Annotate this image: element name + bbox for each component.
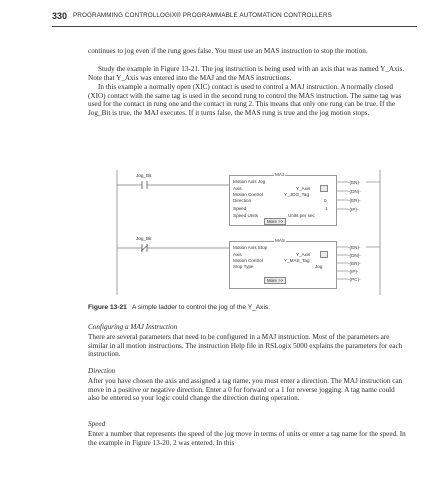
rung2-contact-tag: Jog_Bit xyxy=(136,236,152,241)
ladder-figure xyxy=(112,170,382,298)
mas-coil-er: -(ER)- xyxy=(348,260,361,266)
figure-label: Figure 13-21 xyxy=(88,304,127,311)
maj-speed-units-value: Units per sec xyxy=(288,213,315,218)
maj-axis-browse-button[interactable] xyxy=(320,185,328,192)
maj-motion-control-label: Motion Control xyxy=(233,191,263,197)
maj-coil-ip: -(IP)- xyxy=(348,206,359,212)
mas-coil-dn: -(DN)- xyxy=(348,252,361,258)
mas-axis-browse-button[interactable] xyxy=(320,251,328,258)
maj-speed-label: Speed xyxy=(233,206,247,211)
maj-speed-value: 1 xyxy=(325,206,328,211)
mas-subtitle: Motion Axis Stop xyxy=(233,245,268,250)
mas-coil-en: -(EN)- xyxy=(348,244,361,250)
mas-coil-ip: -(IP)- xyxy=(348,268,359,274)
maj-title: MAJ xyxy=(275,172,285,177)
page-number: 330 xyxy=(52,11,68,21)
section-heading-direction: Direction xyxy=(88,367,116,375)
maj-axis-label: Axis xyxy=(233,185,242,191)
maj-direction-value: 0 xyxy=(324,197,327,203)
mas-more-button[interactable]: More >> xyxy=(264,277,286,284)
maj-coil-en: -(EN)- xyxy=(348,179,361,185)
section-text-speed: Enter a number that represents the speed of the jog move in terms of units or enter a tag name for the speed. In the example in Figure 13-20, 2 was entered. In this xyxy=(88,430,406,447)
maj-motion-control-value: Y_JOG_Tag xyxy=(284,191,310,197)
rung1-contact-tag: Jog_Bit xyxy=(136,173,152,178)
page-header xyxy=(52,8,417,27)
mas-axis-label: Axis xyxy=(233,252,242,257)
running-title: PROGRAMMING CONTROLLOGIX® PROGRAMMABLE AUTOMATION CONTROLLERS xyxy=(73,12,332,19)
figure-caption xyxy=(88,304,270,311)
mas-coil-pc: -(PC)- xyxy=(348,276,361,282)
section-text-direction: After you have chosen the axis and assigned a tag name, you must enter a direction. The MAJ instruction can move in a positive or negative direction. Enter a 0 for forward or a 1 for reverse jogging. A tag name could also be entered so your logic could change the direction during operation. xyxy=(88,377,403,403)
section-text-configuring: There are several parameters that need to be configured in a MAJ instruction. Most of the parameters are similar in all motion instructions. The instruction Help file in RSLogix 5000 explains the parameters for each instruction. xyxy=(88,333,403,359)
maj-more-button[interactable]: More >> xyxy=(264,218,286,225)
maj-direction-label: Direction xyxy=(233,197,252,203)
mas-axis-value: Y_Axis xyxy=(296,252,311,257)
maj-axis-value: Y_Axis xyxy=(296,185,311,191)
paragraph-example: In this example a normally open (XIC) contact is used to control a MAJ instruction. A normally closed (XIO) contact with the same tag is used in the second rung to control the MAS instruction. The same tag was used for the contact in rung one and the contact in rung 2. This means that only one rung can be true. If the Jog_Bit is true, the MAJ executes. If it turns false, the MAS rung is true and the jog motion stops. xyxy=(88,83,402,117)
maj-coil-dn: -(DN)- xyxy=(348,188,361,194)
maj-speed-units-label: Speed Units xyxy=(233,213,259,218)
paragraph-study: Study the example in Figure 13-21. The jog instruction is being used with an axis that was named Y_Axis. Note that Y_Axis was entered into the MAJ and the MAS instructions. xyxy=(88,65,405,82)
maj-coil-er: -(ER)- xyxy=(348,197,361,203)
mas-stop-type-label: Stop Type xyxy=(233,264,254,269)
mas-motion-control-value: Y_MAS_Tag xyxy=(284,258,310,263)
paragraph-continues: continues to jog even if the rung goes false. You must use an MAS instruction to stop the motion. xyxy=(88,47,368,55)
section-heading-speed: Speed xyxy=(88,420,106,428)
mas-title: MAS xyxy=(275,238,285,243)
mas-motion-control-label: Motion Control xyxy=(233,258,263,263)
figure-caption-text: A simple ladder to control the jog of the Y_Axis. xyxy=(132,304,271,311)
mas-stop-type-value: Jog xyxy=(315,264,323,269)
maj-subtitle: Motion Axis Jog xyxy=(233,179,266,184)
section-heading-configuring: Configuring a MAJ Instruction xyxy=(88,323,178,331)
